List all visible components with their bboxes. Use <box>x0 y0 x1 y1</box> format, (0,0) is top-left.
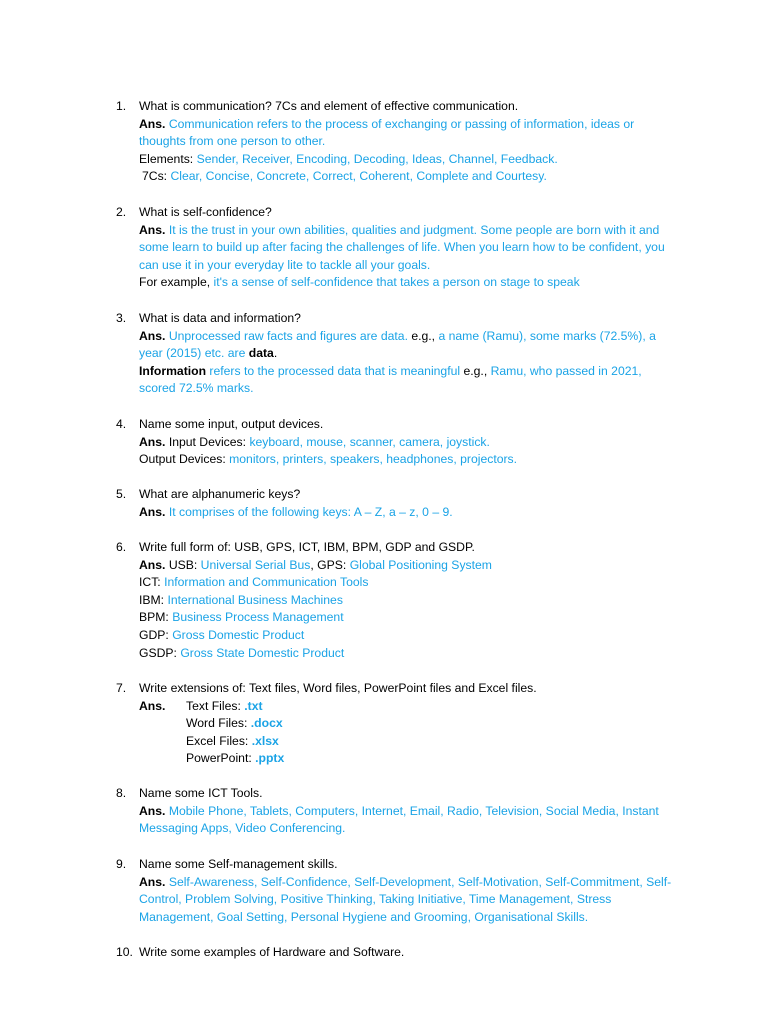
ans-label: Ans. <box>139 222 166 237</box>
question-text: What are alphanumeric keys? <box>139 487 301 501</box>
ans-label: Ans. <box>139 557 166 572</box>
full-form: Gross State Domestic Product <box>180 645 345 660</box>
question-number: 9. <box>116 857 127 871</box>
full-form-line <box>139 592 691 610</box>
input-text: keyboard, mouse, scanner, camera, joystick. <box>249 434 490 449</box>
extension-line <box>139 698 691 716</box>
answer-block <box>139 434 691 469</box>
answer-text: It comprises of the following keys: A – Z, a – z, 0 – 9. <box>168 504 453 519</box>
ans-label: Ans. <box>139 698 166 713</box>
answer-block <box>139 222 691 292</box>
abbr: USB: <box>168 557 198 572</box>
full-form: Universal Serial Bus <box>200 557 311 572</box>
full-form: Global Positioning System <box>349 557 492 572</box>
example-label: For example, <box>139 275 211 290</box>
abbr: GPS: <box>317 557 347 572</box>
ans-label: Ans. <box>139 328 166 343</box>
full-form: International Business Machines <box>167 592 343 607</box>
full-form: Business Process Management <box>172 610 344 625</box>
answer-text: Unprocessed raw facts and figures are data. <box>168 328 408 343</box>
abbr: GDP: <box>139 627 169 642</box>
question-number: 7. <box>116 681 127 695</box>
question-number: 10. <box>116 945 133 959</box>
answer-paragraph <box>139 222 679 275</box>
output-label: Output Devices: <box>139 452 226 467</box>
answer-text: Mobile Phone, Tablets, Computers, Internet, Email, Radio, Television, Social Media, Instant Messaging Apps, Video Conferencing. <box>139 803 659 836</box>
answer-paragraph <box>139 116 679 151</box>
extension-value: .docx <box>250 716 283 731</box>
answer-text: It is the trust in your own abilities, qualities and judgment. Some people are born with it and some learn to build up after facing the challenges of life. When you learn how to be confident, you can use it in your everyday lite to tackle all your goals. <box>139 222 665 272</box>
extension-label: Excel Files: <box>186 733 249 748</box>
answer-block <box>139 698 691 768</box>
answer-block <box>139 803 691 838</box>
question-text: What is self-confidence? <box>139 205 272 219</box>
full-form-line <box>139 645 691 663</box>
answer-block <box>139 116 691 186</box>
question-text: Write full form of: USB, GPS, ICT, IBM, BPM, GDP and GSDP. <box>139 540 475 554</box>
sevenc-line <box>139 168 691 186</box>
ans-label: Ans. <box>139 803 166 818</box>
elements-line <box>139 151 691 169</box>
example-line <box>139 274 691 292</box>
elements-label: Elements: <box>139 151 194 166</box>
eg-text: Ramu, who passed in 2021, scored 72.5% marks. <box>139 363 642 396</box>
abbr: BPM: <box>139 610 169 625</box>
data-word: data <box>248 346 274 361</box>
question-number: 6. <box>116 540 127 554</box>
answer-paragraph <box>139 874 684 927</box>
abbr: GSDP: <box>139 645 177 660</box>
extension-label: Text Files: <box>186 698 241 713</box>
question-text: Write some examples of Hardware and Software. <box>139 945 405 959</box>
question-text: Write extensions of: Text files, Word files, PowerPoint files and Excel files. <box>139 681 537 695</box>
question-number: 4. <box>116 417 127 431</box>
answer-text: Self-Awareness, Self-Confidence, Self-Development, Self-Motivation, Self-Commitment, Self-Control, Problem Solving, Positive Thinking, Taking Initiative, Time Management, Stress Management, Goal Setting, Personal Hygiene and Grooming, Organisational Skills. <box>139 874 672 924</box>
abbr: ICT: <box>139 575 161 590</box>
question-number: 5. <box>116 487 127 501</box>
extension-line <box>139 715 691 733</box>
ans-label: Ans. <box>139 434 166 449</box>
output-line <box>139 451 691 469</box>
extension-value: .xlsx <box>251 733 279 748</box>
answer-block <box>139 504 691 522</box>
information-paragraph <box>139 363 679 398</box>
sevenc-text: Clear, Concise, Concrete, Correct, Coherent, Complete and Courtesy. <box>170 169 547 184</box>
ans-label: Ans. <box>139 504 166 519</box>
full-form-line <box>139 627 691 645</box>
full-form: Gross Domestic Product <box>172 627 305 642</box>
extension-value: .txt <box>244 698 263 713</box>
answer-block <box>139 557 691 663</box>
question-text: What is data and information? <box>139 311 301 325</box>
question-text: What is communication? 7Cs and element of effective communication. <box>139 99 519 113</box>
elements-text: Sender, Receiver, Encoding, Decoding, Ideas, Channel, Feedback. <box>196 151 558 166</box>
question-number: 8. <box>116 786 127 800</box>
period: . <box>273 346 278 361</box>
example-text: it's a sense of self-confidence that takes a person on stage to speak <box>213 275 580 290</box>
extension-label: Word Files: <box>186 716 248 731</box>
input-line <box>139 434 691 452</box>
ans-label: Ans. <box>139 874 166 889</box>
sevenc-label: 7Cs: <box>142 169 168 184</box>
eg-text: a name (Ramu), some marks (72.5%), a year (2015) etc. are <box>139 328 656 361</box>
answer-line <box>139 504 691 522</box>
information-label: Information <box>139 363 207 378</box>
answer-block <box>139 874 691 927</box>
answer-text: Communication refers to the process of exchanging or passing of information, ideas or thoughts from one person to other. <box>139 116 635 149</box>
extension-label: PowerPoint: <box>186 751 252 766</box>
abbr: IBM: <box>139 592 165 607</box>
question-number: 1. <box>116 99 127 113</box>
full-form: Information and Communication Tools <box>164 575 369 590</box>
extension-line <box>139 733 691 751</box>
extension-line <box>139 750 691 768</box>
question-number: 2. <box>116 205 127 219</box>
question-number: 3. <box>116 311 127 325</box>
full-form-line <box>139 609 691 627</box>
question-text: Name some input, output devices. <box>139 417 324 431</box>
answer-block <box>139 328 691 398</box>
output-text: monitors, printers, speakers, headphones, projectors. <box>229 452 518 467</box>
full-form-line <box>139 574 691 592</box>
full-form-line: Ans. USB: Universal Serial Bus, GPS: Global Positioning System <box>139 557 492 572</box>
eg-label: e.g., <box>463 363 488 378</box>
input-label: Input Devices: <box>168 434 247 449</box>
eg-label: e.g., <box>411 328 436 343</box>
question-text: Name some ICT Tools. <box>139 786 263 800</box>
answer-paragraph <box>139 803 674 838</box>
answer-paragraph <box>139 328 679 363</box>
question-text: Name some Self-management skills. <box>139 857 338 871</box>
information-text: refers to the processed data that is meaningful <box>209 363 461 378</box>
ans-label: Ans. <box>139 116 166 131</box>
extension-value: .pptx <box>255 751 285 766</box>
